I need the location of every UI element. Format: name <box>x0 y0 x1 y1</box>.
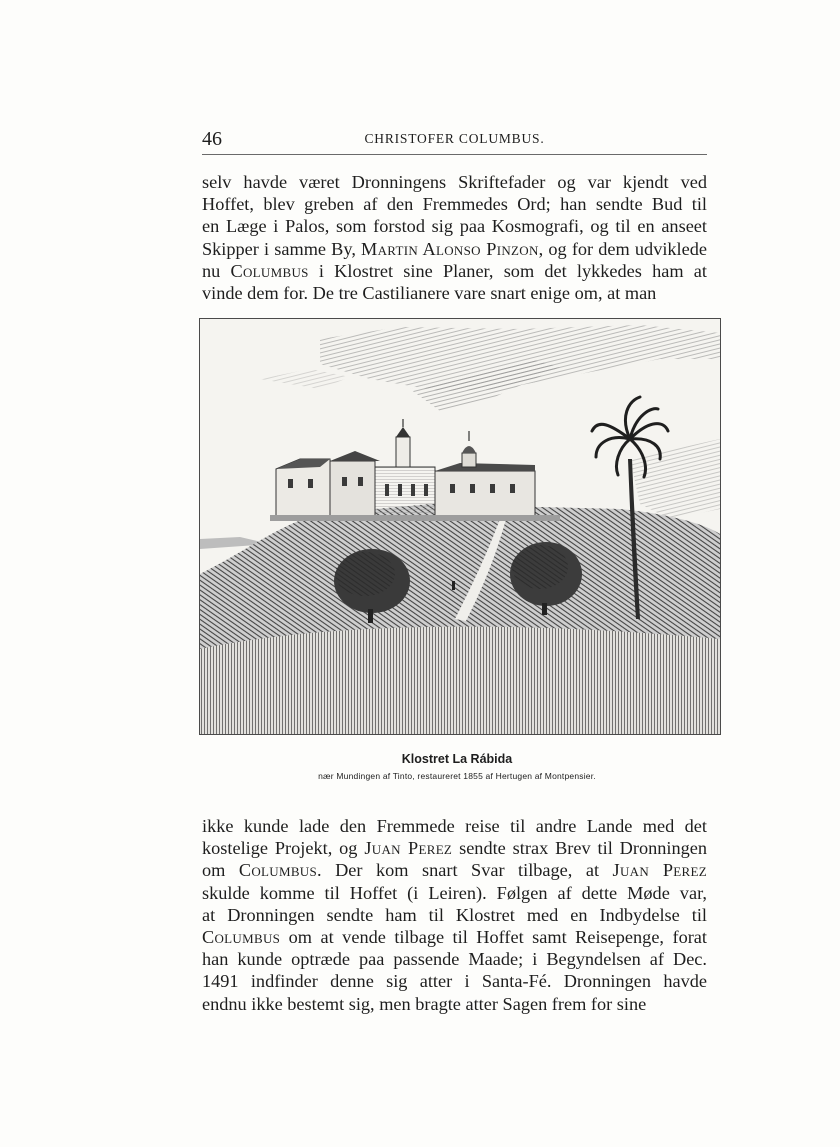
text-run: . Der kom snart Svar tilbage, at <box>317 860 613 881</box>
text-line <box>202 882 707 904</box>
figure-caption-subtitle: nær Mundingen af Tinto, restaureret 1855 af Hertugen af Montpensier. <box>318 771 596 781</box>
illustration-la-rabida-monastery <box>199 318 721 735</box>
text-run: at Dronningen sendte ham til Klostret med en Indbydelse til <box>202 904 707 925</box>
page-number: 46 <box>202 128 222 150</box>
text-line <box>202 193 707 215</box>
name-small-caps: Martin Alonso Pinzon <box>361 238 539 259</box>
text-run: sendte strax Brev til Dronningen <box>452 838 707 859</box>
text-line <box>202 815 707 837</box>
text-line <box>202 238 707 260</box>
name-small-caps: Juan Perez <box>612 860 707 881</box>
text-line <box>202 970 707 992</box>
text-run: , og for dem udviklede <box>538 238 707 259</box>
text-line <box>202 837 707 859</box>
text-line <box>202 260 707 282</box>
text-run: kostelige Projekt, og <box>202 838 365 859</box>
text-line <box>202 993 707 1015</box>
text-run: en Læge i Palos, som forstod sig paa Kosmografi, og til en anseet <box>202 216 707 237</box>
text-line <box>202 904 707 926</box>
text-run: Hoffet, blev greben af den Fremmedes Ord; han sendte Bud til <box>202 194 707 215</box>
name-small-caps: Columbus <box>202 927 281 948</box>
text-line <box>202 926 707 948</box>
text-line <box>202 282 707 304</box>
figure-caption-title: Klostret La Rábida <box>401 752 513 766</box>
running-title: CHRISTOFER COLUMBUS. <box>364 131 545 146</box>
text-run: om <box>202 860 239 881</box>
text-run: ikke kunde lade den Fremmede reise til andre Lande med det <box>202 816 707 836</box>
text-run: skulde komme til Hoffet (i Leiren). Følgen af dette Møde var, <box>202 882 707 903</box>
name-small-caps: Columbus <box>230 260 309 281</box>
name-small-caps: Columbus <box>238 860 318 881</box>
paragraph-1 <box>202 171 707 304</box>
text-run: selv havde været Dronningens Skriftefader og var kjendt ved <box>202 172 707 192</box>
text-line <box>202 215 707 237</box>
text-line <box>202 859 707 881</box>
text-line <box>202 948 707 970</box>
text-run: vinde dem for. De tre Castilianere vare snart enige om, at man <box>202 283 657 304</box>
text-run: Skipper i samme By, <box>202 238 362 259</box>
name-small-caps: Juan Perez <box>364 838 453 859</box>
paragraph-2 <box>202 815 707 1015</box>
text-run: om at vende tilbage til Hoffet samt Reisepenge, forat <box>280 927 707 948</box>
text-run: nu <box>202 260 231 281</box>
text-run: han kunde optræde paa passende Maade; i Begyndelsen af Dec. <box>202 949 707 970</box>
text-line <box>202 171 707 193</box>
text-run: 1491 indfinder denne sig atter i Santa-Fé. Dronningen havde <box>202 971 707 992</box>
text-run: i Klostret sine Planer, som det lykkedes ham at <box>308 260 707 281</box>
page-header <box>202 128 707 155</box>
text-run: endnu ikke bestemt sig, men bragte atter Sagen frem for sine <box>202 993 647 1014</box>
